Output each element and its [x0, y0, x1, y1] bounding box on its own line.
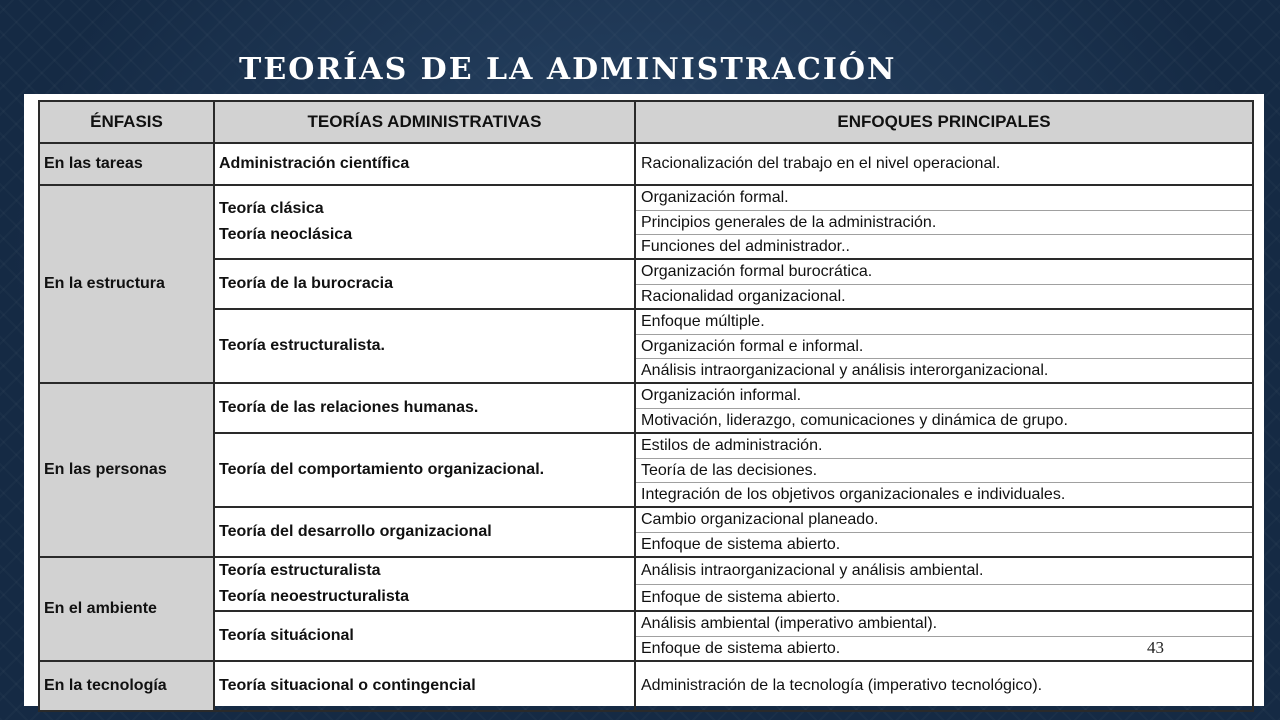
approach-cell: [635, 309, 1253, 383]
theory-line: Teoría estructuralista: [219, 562, 381, 579]
emphasis-cell: En el ambiente: [39, 557, 214, 661]
emphasis-cell: En las personas: [39, 383, 214, 557]
approach-line: Funciones del administrador..: [636, 234, 1252, 258]
theory-line: Teoría clásica: [219, 200, 324, 217]
table-row: [39, 259, 1253, 309]
theory-cell: Teoría del desarrollo organizacional: [214, 507, 635, 557]
approach-line: Organización formal e informal.: [636, 334, 1252, 358]
approach-line: Organización formal.: [641, 189, 789, 206]
table-panel: [24, 94, 1264, 706]
approach-line: Análisis intraorganizacional y análisis interorganizacional.: [636, 358, 1252, 382]
header-theories: TEORÍAS ADMINISTRATIVAS: [214, 101, 635, 143]
theory-cell: [214, 557, 635, 611]
table-header-row: [39, 101, 1253, 143]
approach-cell: [635, 433, 1253, 507]
theory-line: Teoría neoclásica: [219, 226, 353, 243]
approach-cell: Racionalización del trabajo en el nivel operacional.: [635, 143, 1253, 185]
approach-line: Principios generales de la administración.: [636, 210, 1252, 234]
page-number: 43: [1147, 638, 1164, 657]
table-row: [39, 557, 1253, 611]
table-row: [39, 143, 1253, 185]
emphasis-cell: En las tareas: [39, 143, 214, 185]
approach-line: Integración de los objetivos organizacionales e individuales.: [636, 482, 1252, 506]
table-row: [39, 185, 1253, 259]
approach-line: Enfoque múltiple.: [641, 313, 765, 330]
approach-cell: Administración de la tecnología (imperativo tecnológico).: [635, 661, 1253, 711]
header-approaches: ENFOQUES PRINCIPALES: [635, 101, 1253, 143]
table-row: [39, 661, 1253, 711]
theory-cell: Teoría estructuralista.: [214, 309, 635, 383]
emphasis-cell: En la estructura: [39, 185, 214, 383]
theory-cell: Teoría de las relaciones humanas.: [214, 383, 635, 433]
approach-cell: [635, 383, 1253, 433]
theory-line: Teoría neoestructuralista: [219, 588, 409, 605]
approach-line: Motivación, liderazgo, comunicaciones y dinámica de grupo.: [636, 408, 1252, 432]
approach-line: Teoría de las decisiones.: [636, 458, 1252, 482]
theory-cell: Teoría del comportamiento organizacional.: [214, 433, 635, 507]
theory-cell: Teoría situácional: [214, 611, 635, 661]
table-row: [39, 309, 1253, 383]
table-row: [39, 507, 1253, 557]
approach-cell: [635, 557, 1253, 611]
theory-cell: Teoría de la burocracia: [214, 259, 635, 309]
emphasis-cell: En la tecnología: [39, 661, 214, 711]
approach-line: Enfoque de sistema abierto.: [636, 636, 1252, 660]
theory-cell: Teoría situacional o contingencial: [214, 661, 635, 711]
approach-line: Análisis ambiental (imperativo ambiental).: [641, 615, 938, 632]
theory-cell: Administración científica: [214, 143, 635, 185]
approach-line: Cambio organizacional planeado.: [641, 511, 879, 528]
approach-line: Organización informal.: [641, 387, 802, 404]
table-row: [39, 433, 1253, 507]
approach-line: Enfoque de sistema abierto.: [636, 584, 1252, 610]
header-emphasis: ÉNFASIS: [39, 101, 214, 143]
theory-cell: [214, 185, 635, 259]
slide-title: TEORÍAS DE LA ADMINISTRACIÓN: [239, 52, 897, 87]
approach-cell: [635, 185, 1253, 259]
approach-line: Organización formal burocrática.: [641, 263, 873, 280]
approach-cell: [635, 507, 1253, 557]
theories-table: [38, 100, 1254, 712]
approach-cell: [635, 259, 1253, 309]
approach-line: Enfoque de sistema abierto.: [636, 532, 1252, 556]
approach-line: Estilos de administración.: [641, 437, 823, 454]
table-row: [39, 383, 1253, 433]
approach-line: Racionalidad organizacional.: [636, 284, 1252, 308]
table-row: [39, 611, 1253, 661]
approach-line: Análisis intraorganizacional y análisis ambiental.: [641, 562, 984, 579]
